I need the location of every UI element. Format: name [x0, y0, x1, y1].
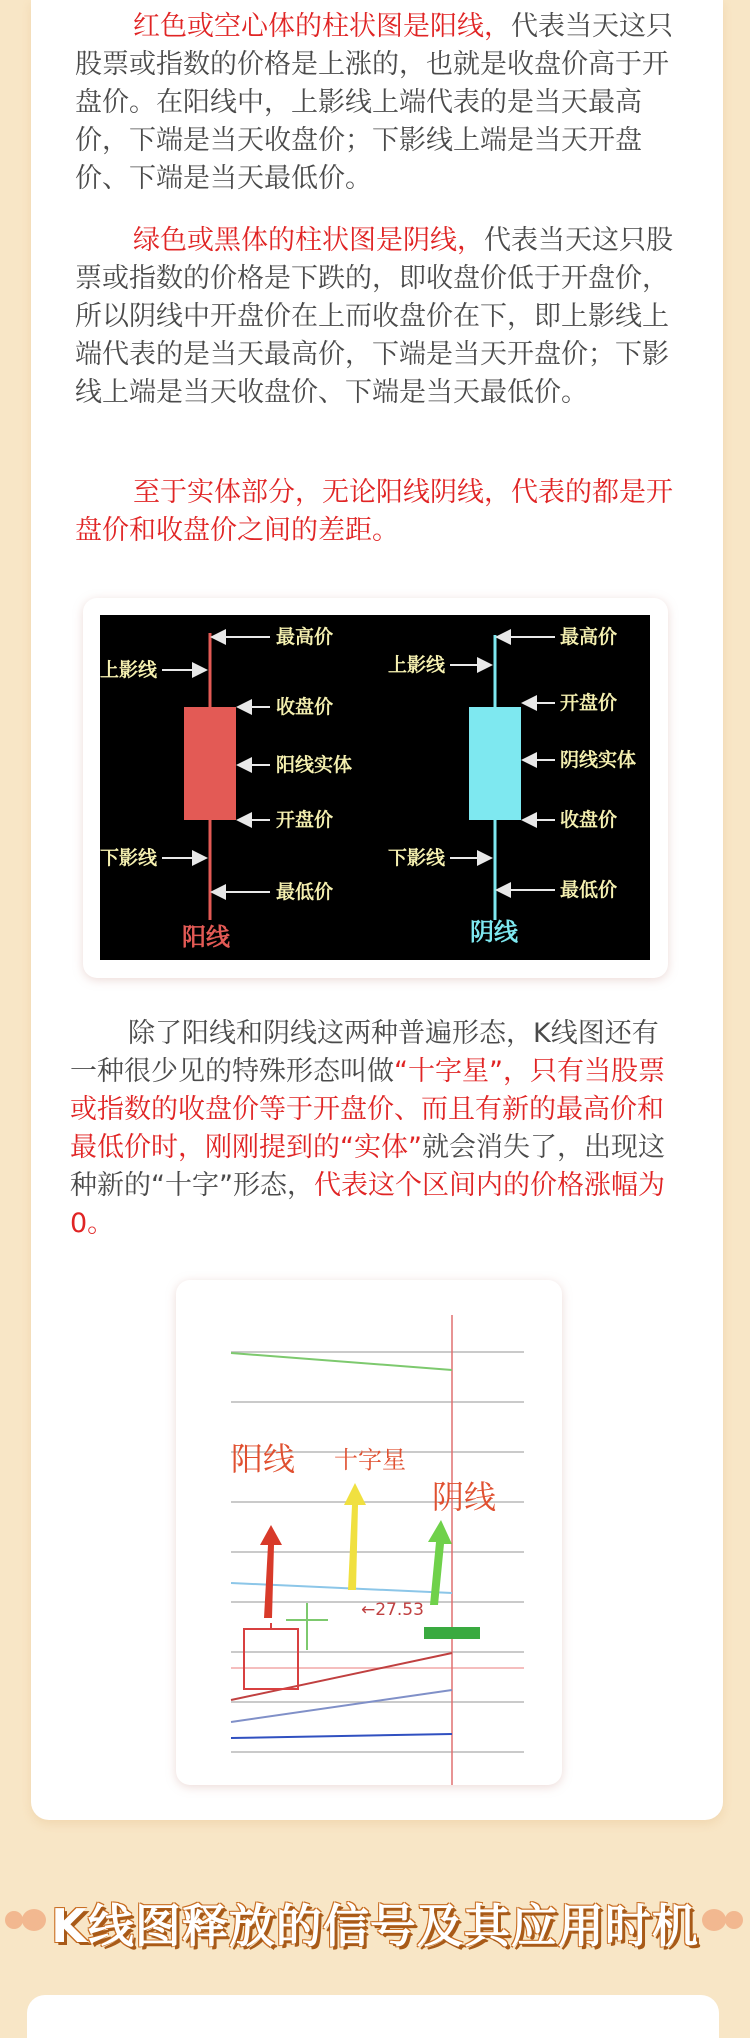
- cross-star-label: 十字星: [334, 1446, 406, 1474]
- yang-body-label: 阳线实体: [276, 754, 353, 776]
- candlestick-diagram: [100, 615, 650, 960]
- yang-caption: 阳线: [182, 923, 230, 951]
- yang-upper-shadow-label: 上影线: [100, 659, 158, 681]
- yang-low-label: 最低价: [276, 881, 334, 903]
- yin-caption: 阴线: [470, 918, 518, 946]
- yin-body: [469, 707, 521, 820]
- highlight-text: 代表这个区间内的价格涨幅为0。: [70, 1170, 665, 1239]
- yin-green-candle: [424, 1627, 480, 1639]
- decoration-icon: [696, 1907, 744, 1933]
- highlight-text: “十字星”，只有当股票或指数的收盘价等于开盘价、而且有新的最高价和最低价时，刚刚提到的“实体”: [70, 1056, 665, 1163]
- yin-upper-shadow-label: 上影线: [388, 654, 446, 676]
- body-text: 就会消失了，出现这种新的“十字”形态，: [70, 1132, 665, 1201]
- paragraph-yin-line: [75, 222, 685, 412]
- next-content-card: [27, 1995, 719, 2038]
- yin-label: 阴线: [432, 1478, 497, 1516]
- yang-lower-shadow-label: 下影线: [100, 847, 158, 869]
- highlight-text: 红色或空心体的柱状图是阳线，: [133, 11, 511, 42]
- section-header: [0, 1880, 750, 1960]
- paragraph-cross-star: [70, 1015, 680, 1243]
- yin-body-label: 阴线实体: [560, 749, 637, 771]
- body-text: 代表当天这只股票或指数的价格是下跌的，即收盘价低于开盘价，所以阴线中开盘价在上而收盘价在下，即上影线上端代表的是当天最高价，下端是当天开盘价；下影线上端是当天收盘价、下端是当天最低价。: [75, 225, 673, 408]
- yang-label: 阳线: [231, 1440, 296, 1478]
- yang-close-label: 收盘价: [276, 696, 334, 718]
- arrow-up-icon: [344, 1483, 366, 1590]
- section-title: K线图释放的信号及其应用时机: [51, 1899, 699, 1953]
- yang-open-label: 开盘价: [276, 809, 334, 831]
- yin-open-label: 开盘价: [560, 692, 618, 714]
- yang-high-label: 最高价: [276, 626, 334, 648]
- body-text: 除了阳线和阴线这两种普遍形态，K线图还有一种很少见的特殊形态叫做: [70, 1018, 659, 1087]
- yin-lower-shadow-label: 下影线: [388, 847, 446, 869]
- arrow-up-icon: [260, 1525, 282, 1618]
- yang-hollow-candle: [244, 1629, 298, 1689]
- cross-star-diagram: [176, 1280, 562, 1785]
- yin-high-label: 最高价: [560, 626, 618, 648]
- paragraph-yang-line: [75, 8, 685, 198]
- highlight-text: 绿色或黑体的柱状图是阴线，: [133, 225, 484, 256]
- price-label: ←27.53: [361, 1600, 424, 1620]
- yin-low-label: 最低价: [560, 879, 618, 901]
- yin-close-label: 收盘价: [560, 809, 618, 831]
- yang-body: [184, 707, 236, 820]
- body-text: 代表当天这只股票或指数的价格是上涨的，也就是收盘价高于开盘价。在阳线中，上影线上端代表的是当天最高价，下端是当天收盘价；下影线上端是当天开盘价、下端是当天最低价。: [75, 11, 673, 194]
- paragraph-body-note: 至于实体部分，无论阳线阴线，代表的都是开盘价和收盘价之间的差距。: [75, 477, 673, 546]
